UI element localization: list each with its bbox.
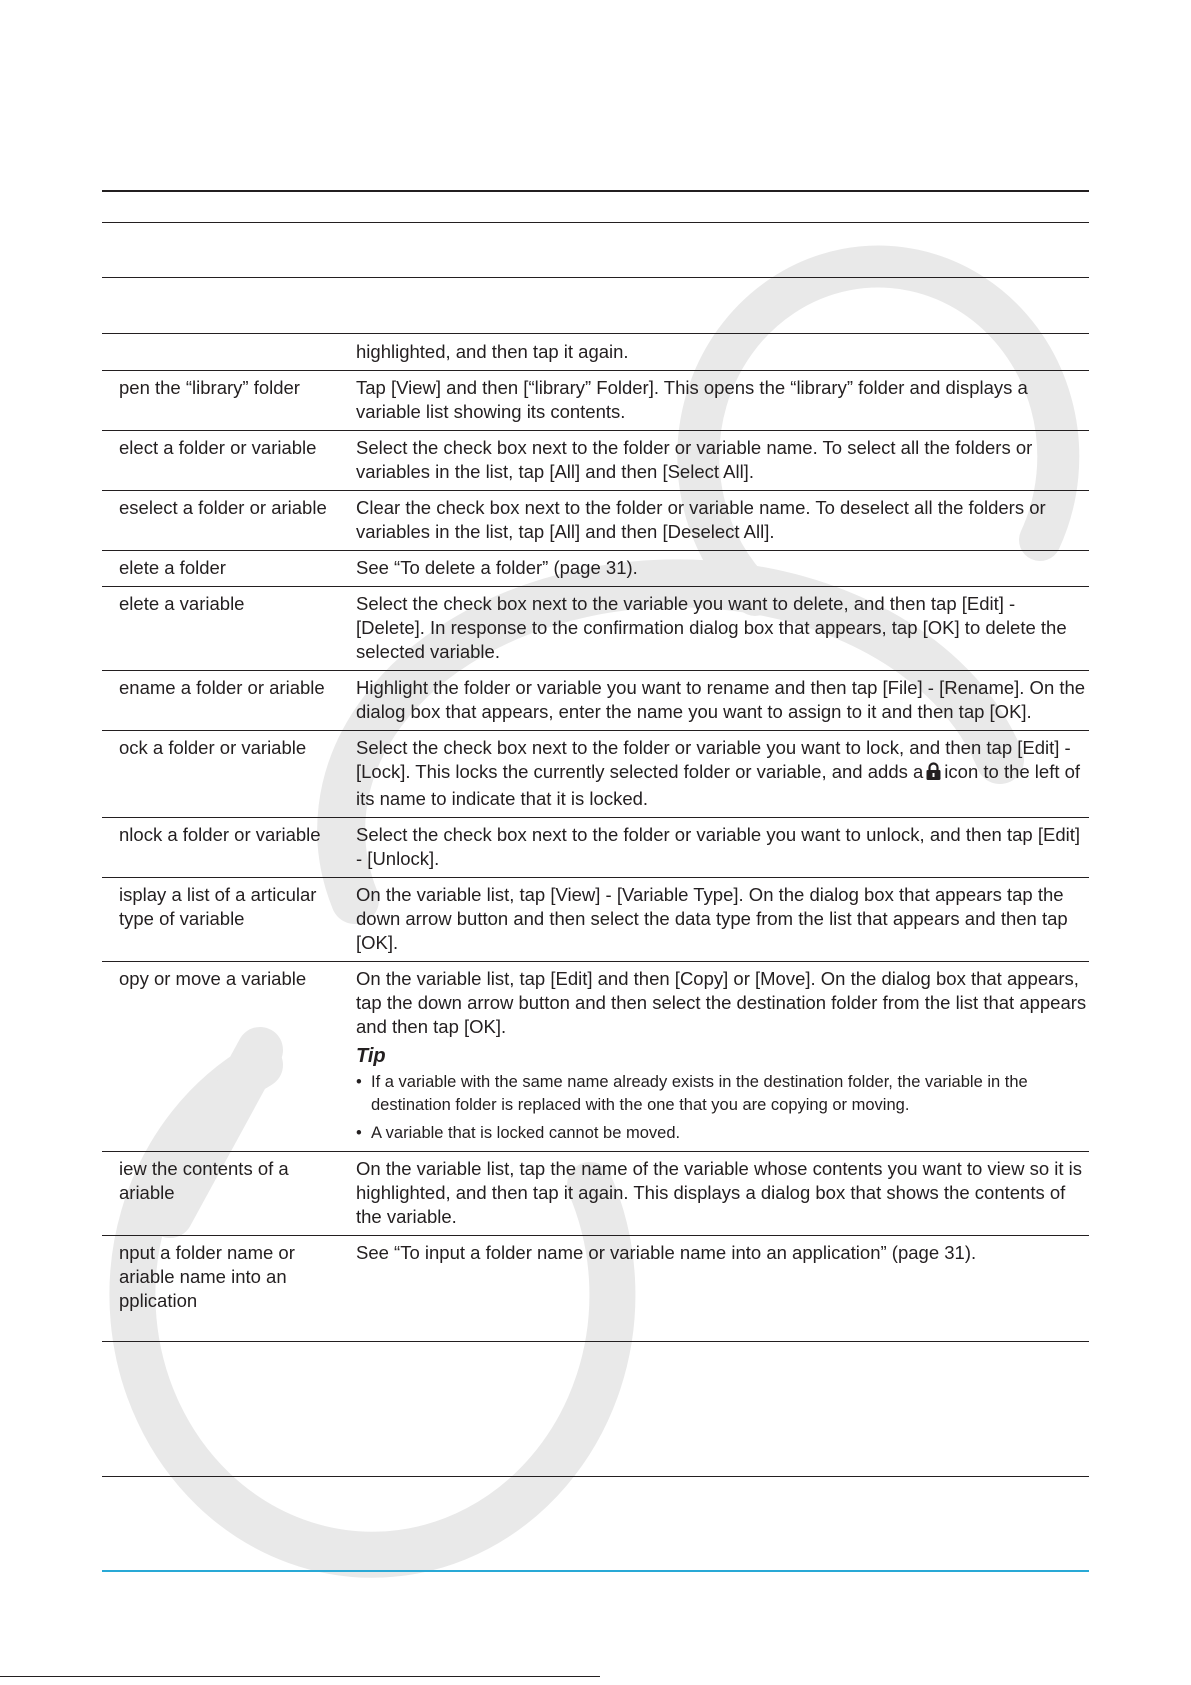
description-cell: Clear the check box next to the folder or variable name. To deselect all the folders or variables in the list, tap [All] and then [Deselect All]. [356,491,1089,551]
description-text-b: icon to the left of its name to indicate that it is locked. [356,761,1081,809]
description-cell [356,731,1089,818]
tip-item [356,1122,1089,1145]
bullet-icon: • [356,1073,362,1091]
lock-icon [925,762,942,787]
header-rule-3 [102,277,1089,278]
operation-cell: isplay a list of a articular type of variable [102,878,356,962]
table-row [102,551,1089,587]
operation-cell: ename a folder or ariable [102,671,356,731]
description-cell: See “To delete a folder” (page 31). [356,551,1089,587]
table-row [102,371,1089,431]
description-cell: highlighted, and then tap it again. [356,335,1089,371]
operation-cell: pen the “library” folder [102,371,356,431]
operation-cell: nput a folder name or ariable name into an pplication [102,1236,356,1342]
bottom-rule [102,1476,1089,1477]
operation-cell: elete a folder [102,551,356,587]
header-rule-top [102,190,1089,192]
table-row [102,1236,1089,1342]
description-cell: Tap [View] and then [“library” Folder]. This opens the “library” folder and displays a variable list showing its contents. [356,371,1089,431]
description-cell: Select the check box next to the folder or variable you want to unlock, and then tap [Edit] - [Unlock]. [356,818,1089,878]
table-row [102,587,1089,671]
description-cell: Select the check box next to the variable you want to delete, and then tap [Edit] - [Delete]. In response to the confirmation dialog box that appears, tap [OK] to delete the selected variable. [356,587,1089,671]
table-row [102,431,1089,491]
description-cell: See “To input a folder name or variable name into an application” (page 31). [356,1236,1089,1342]
table-row [102,818,1089,878]
operation-cell: elect a folder or variable [102,431,356,491]
operation-cell: eselect a folder or ariable [102,491,356,551]
description-cell [356,962,1089,1152]
description-cell: Highlight the folder or variable you want to rename and then tap [File] - [Rename]. On the dialog box that appears, enter the name you want to assign to it and then tap [OK]. [356,671,1089,731]
header-rule-2 [102,222,1089,223]
table-row [102,878,1089,962]
operations-table [102,335,1089,1342]
footer-line [0,1676,600,1677]
operation-cell [102,335,356,371]
tip-title: Tip [356,1045,386,1067]
tip-item [356,1071,1089,1117]
operation-cell: opy or move a variable [102,962,356,1152]
operation-cell: elete a variable [102,587,356,671]
table-row [102,335,1089,371]
table-row [102,962,1089,1152]
description-cell: On the variable list, tap the name of the variable whose contents you want to view so it is highlighted, and then tap it again. This displays a dialog box that shows the contents of the variable. [356,1152,1089,1236]
operation-cell: iew the contents of a ariable [102,1152,356,1236]
table-row [102,731,1089,818]
description-cell: On the variable list, tap [View] - [Variable Type]. On the dialog box that appears tap the down arrow button and then select the data type from the list that appears and then tap [OK]. [356,878,1089,962]
operation-cell: nlock a folder or variable [102,818,356,878]
tip-item-text: If a variable with the same name already exists in the destination folder, the variable in the destination folder is replaced with the one that you are copying or moving. [371,1073,1028,1114]
footer-accent-rule [102,1570,1089,1572]
table-row [102,671,1089,731]
operation-cell: ock a folder or variable [102,731,356,818]
table-row [102,1152,1089,1236]
table-row [102,491,1089,551]
description-text: On the variable list, tap [Edit] and then [Copy] or [Move]. On the dialog box that appears, tap the down arrow button and then select the destination folder from the list that appears and then tap [OK]. [356,968,1087,1037]
header-rule-4 [102,333,1089,334]
bullet-icon: • [356,1124,362,1142]
description-text-a: Select the check box next to the folder or variable you want to lock, and then tap [Edit] - [Lock]. This locks the currently selected folder or variable, and adds a [356,737,1071,782]
tip-item-text: A variable that is locked cannot be moved. [371,1124,681,1142]
description-cell: Select the check box next to the folder or variable name. To select all the folders or variables in the list, tap [All] and then [Select All]. [356,431,1089,491]
